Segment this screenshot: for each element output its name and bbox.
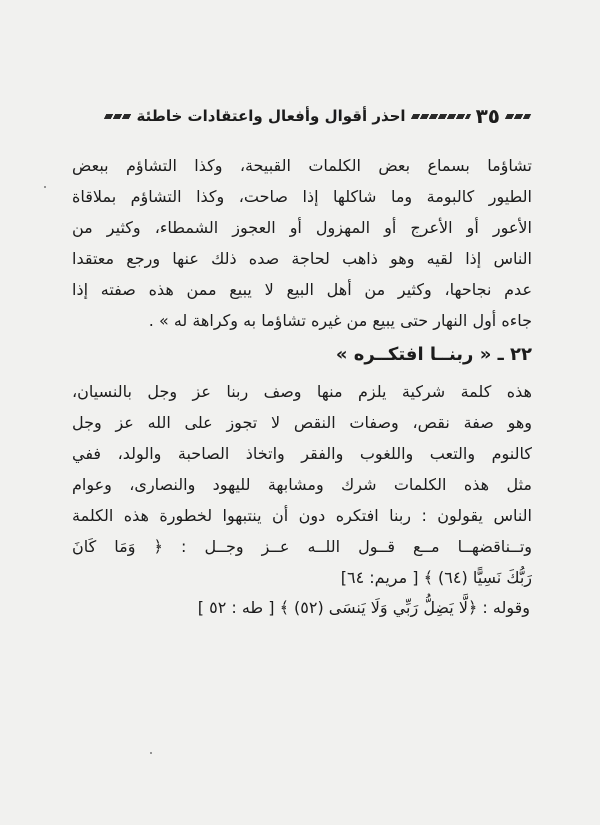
header-ornament: [505, 114, 531, 119]
paragraph-1: [72, 150, 532, 336]
text-line: الأعور أو الأعرج أو المهزول أو العجوز الشمطاء، وكثير من: [72, 218, 532, 237]
text-line: وهو صفة نقص، وصفات النقص لا تجوز على الله عز وجل: [72, 413, 532, 432]
text-line: تشاؤما بسماع بعض الكلمات القبيحة، وكذا التشاؤم ببعض: [72, 156, 532, 175]
text-line: جاءه أول النهار حتى يبيع من غيره تشاؤما به وكراهة له » .: [148, 311, 532, 330]
text-line: وتــناقضهــا مــع قــول اللــه عــز وجــل : ﴿ وَمَا كَانَ: [72, 537, 532, 556]
page-header: [84, 104, 530, 128]
quran-citation: وقوله : ﴿لَّا يَضِلُّ رَبِّي وَلَا يَنسَى (٥٢) ﴾ [ طه : ٥٢ ]: [197, 598, 530, 617]
page-number: ٣٥: [475, 104, 500, 128]
scan-speck: [44, 186, 46, 188]
text-line: رَبُّكَ نَسِيًّا (٦٤) ﴾ [ مريم: ٦٤]: [340, 568, 532, 587]
text-line: كالنوم والتعب واللغوب والفقر واتخاذ الصاحبة والولد، ففي: [72, 444, 532, 463]
text-line: هذه كلمة شركية يلزم منها وصف ربنا عز وجل بالنسيان،: [72, 382, 532, 401]
text-line: عدم نجاحها، وكثير من أهل البيع لا يبيع ممن هذه صفته إذا: [72, 280, 532, 299]
scan-speck: [150, 752, 152, 754]
text-line: الناس يقولون : ربنا افتكره دون أن ينتبهوا لخطورة هذه الكلمة: [72, 506, 532, 525]
text-line: الطيور كالبومة وما شاكلها إذا صاحت، وكذا التشاؤم بملاقاة: [72, 187, 532, 206]
text-line: مثل هذه الكلمات شرك ومشابهة لليهود والنصارى، وعوام: [72, 475, 532, 494]
header-ornament: [410, 114, 470, 119]
paragraph-2: [72, 376, 532, 593]
header-ornament: [103, 114, 131, 119]
section-heading: ٢٢ ـ « ربنــا افتكــره »: [335, 344, 532, 365]
text-line: الناس إذا لقيه وهو ذاهب لحاجة صده ذلك عنها ورجع معتقدا: [72, 249, 532, 268]
running-title: احذر أقوال وأفعال واعتقادات خاطئة: [136, 107, 406, 125]
